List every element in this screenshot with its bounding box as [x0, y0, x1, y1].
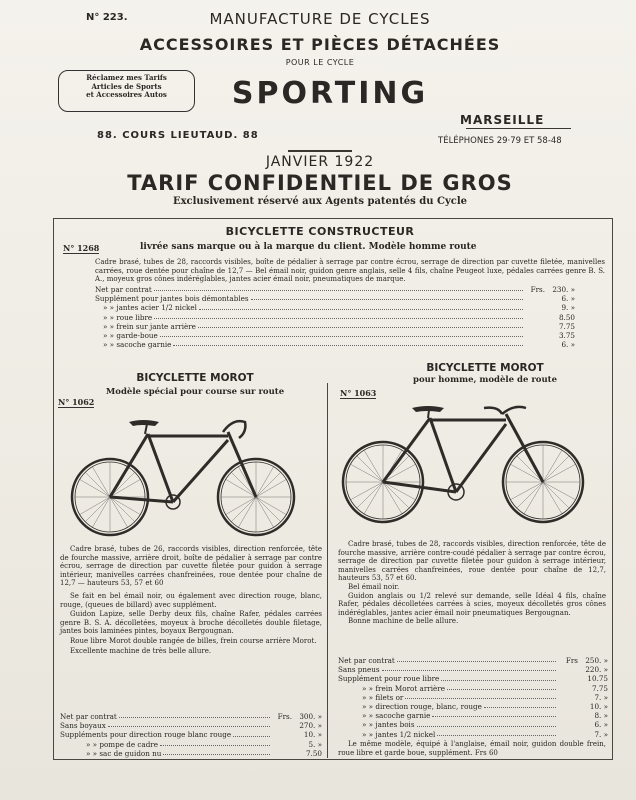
badge-line: Réclamez mes Tarifs [86, 73, 167, 82]
price-value: 10.75 [587, 674, 608, 684]
price-row [60, 749, 322, 758]
city-underline [466, 128, 571, 129]
currency-label: Frs. [277, 712, 292, 721]
road-bicycle-illustration [338, 400, 588, 530]
dot-leader [447, 684, 556, 690]
price-label: » » jantes acier 1/2 nickel [103, 303, 197, 313]
price-row [95, 331, 575, 340]
address: 88. COURS LIEUTAUD. 88 [97, 130, 259, 141]
price-value: 7.75 [558, 321, 575, 331]
morot-course-description [60, 545, 322, 655]
price-label: » » sacoche garnie [103, 340, 172, 350]
dot-leader [382, 665, 556, 671]
constructeur-price-list [95, 285, 575, 349]
dot-leader [417, 720, 556, 726]
price-row [60, 730, 322, 739]
price-row [95, 313, 575, 322]
tariff-subtitle: Exclusivement réservé aux Agents patentés du Cycle [172, 196, 468, 207]
badge-line: et Accessoires Autos [86, 90, 167, 100]
dot-leader [160, 331, 523, 337]
dot-leader [251, 294, 523, 300]
description-paragraph: Guidon Lapize, selle Derby deux fils, chaîne Rafer, pédales carrées genre B. S. A. décolletées, moyeux à broche décolletés double filetage, jantes bois laminées pintes, boyaux Bergougnan. [60, 610, 322, 636]
price-value: 6. » [561, 340, 575, 350]
dot-leader [432, 711, 556, 717]
dot-leader [163, 749, 270, 755]
constructeur-description: Cadre brasé, tubes de 28, raccords visibles, boîte de pédalier à serrage par contre écrou, serrage de direction par cuvette filetée, manivelles carrées, roue dentée pour chaîne de 12,7 — Bel émail noir, guidon genre anglais, selle 4 fils, chaîne Peugeot luxe, pédales carrées genre B. S. A., moyeux gros cônes indéréglables, jantes acier émail noir, pneumatiques de marque. [95, 258, 605, 284]
pour-le-cycle: POUR LE CYCLE [285, 58, 355, 67]
price-label: » » jantes 1/2 nickel [362, 729, 436, 739]
price-value: 8.50 [558, 312, 575, 322]
price-value: 5. » [308, 739, 322, 749]
dot-leader [154, 285, 523, 291]
price-value: 9. » [561, 303, 575, 313]
tariff-title: TARIF CONFIDENTIEL DE GROS [127, 171, 513, 195]
dot-leader [173, 340, 523, 346]
morot-course-number: N° 1062 [58, 397, 95, 407]
column-divider [327, 383, 328, 758]
price-value: 7.50 [305, 748, 322, 758]
price-row [338, 684, 608, 693]
price-label: » » sacoche garnie [362, 711, 431, 721]
price-value: 300. » [299, 712, 322, 721]
catalog-number: N° 223. [86, 12, 128, 23]
constructeur-heading: BICYCLETTE CONSTRUCTEUR [225, 225, 415, 238]
price-label: Net par contrat [338, 656, 395, 665]
currency-label: Frs [565, 656, 578, 665]
price-label: » » frein Morot arrière [362, 683, 445, 693]
description-paragraph: Bonne machine de belle allure. [348, 617, 459, 626]
morot-route-heading: BICYCLETTE MOROT [426, 362, 544, 374]
morot-route-number: N° 1063 [340, 388, 377, 398]
morot-course-heading: BICYCLETTE MOROT [136, 372, 254, 384]
morot-course-price-list [60, 712, 322, 758]
price-row [95, 340, 575, 349]
price-value: 10. » [303, 730, 322, 740]
accessories-heading: ACCESSOIRES ET PIÈCES DÉTACHÉES [139, 35, 501, 54]
price-row [338, 720, 608, 729]
price-label: Sans pneus [338, 665, 380, 675]
city-name: MARSEILLE [460, 113, 545, 127]
price-row [338, 711, 608, 720]
dot-leader [484, 702, 556, 708]
price-value: 7.75 [591, 683, 608, 693]
price-value: 6. » [561, 294, 575, 304]
morot-route-price-list [338, 656, 608, 739]
price-value: 220. » [585, 665, 608, 675]
brand-name: SPORTING [231, 76, 429, 111]
morot-route-footer: Le même modèle, équipé à l'anglaise, émail noir, guidon double frein, roue libre et garde boue, supplément. Frs 60 [338, 740, 606, 757]
description-paragraph: Excellente machine de très belle allure. [70, 646, 212, 655]
price-value: 7. » [594, 729, 608, 739]
dot-leader [199, 303, 523, 309]
price-row [95, 322, 575, 331]
price-label: » » pompe de cadre [86, 739, 158, 749]
racing-bicycle-illustration [63, 412, 303, 537]
price-label: » » roue libre [103, 312, 153, 322]
dot-leader [405, 693, 556, 699]
price-row [338, 674, 608, 683]
dot-leader [160, 740, 270, 746]
price-label: Net par contrat [95, 285, 152, 294]
price-label: Sans boyaux [60, 721, 106, 731]
price-value: 250. » [585, 656, 608, 665]
dot-leader [397, 656, 556, 662]
manufacture-heading: MANUFACTURE DE CYCLES [209, 10, 431, 28]
morot-course-subheading: Modèle spécial pour course sur route [105, 387, 285, 397]
dot-leader [198, 322, 523, 328]
price-label: » » jantes bois [362, 720, 415, 730]
phones: TÉLÉPHONES 29·79 ET 58-48 [438, 136, 562, 146]
request-badge [58, 70, 195, 112]
price-row [338, 693, 608, 702]
price-row [95, 294, 575, 303]
price-value: 270. » [299, 721, 322, 731]
price-value: 230. » [552, 285, 575, 294]
price-label: » » filets or [362, 692, 404, 702]
price-row [338, 730, 608, 739]
date-rule [288, 150, 352, 152]
price-value: 3.75 [558, 330, 575, 340]
constructeur-number: N° 1268 [63, 243, 100, 253]
price-label: » » sac de guidon nu [86, 748, 162, 758]
price-label: » » garde-boue [103, 330, 158, 340]
price-value: 7. » [594, 692, 608, 702]
price-label: Supplément pour jantes bois démontables [95, 294, 249, 304]
date: JANVIER 1922 [265, 154, 375, 170]
price-row [338, 665, 608, 674]
description-paragraph: Roue libre Morot double rangée de billes, frein course arrière Morot. [70, 636, 317, 645]
price-label: Supplément pour roue libre [338, 674, 440, 684]
price-value: 10. » [589, 701, 608, 711]
price-label: Suppléments pour direction rouge blanc rouge [60, 730, 232, 740]
dot-leader [233, 730, 270, 736]
dot-leader [108, 721, 270, 727]
morot-route-description [338, 540, 606, 626]
price-row [60, 721, 322, 730]
dot-leader [437, 730, 556, 736]
price-row [60, 740, 322, 749]
price-row [95, 303, 575, 312]
dot-leader [119, 712, 270, 718]
description-paragraph: Guidon anglais ou 1/2 relevé sur demande, selle Idéal 4 fils, chaîne Rafer, pédales décolletées carrées à scies, moyeux décolletés gros cônes indéréglables, jantes acier émail noir pneumatiques Bergougnan. [338, 591, 606, 617]
price-row [338, 656, 608, 665]
description-paragraph: Se fait en bel émail noir, ou également avec direction rouge, blanc, rouge, (queues de billard) avec supplément. [60, 591, 322, 609]
dot-leader [154, 313, 523, 319]
currency-label: Frs. [530, 285, 545, 294]
price-value: 6. » [594, 720, 608, 730]
morot-route-subheading: pour homme, modèle de route [413, 375, 557, 385]
price-row [338, 702, 608, 711]
price-label: » » frein sur jante arrière [103, 321, 196, 331]
price-value: 8. » [594, 711, 608, 721]
description-paragraph: Bel émail noir. [348, 582, 400, 591]
price-label: » » direction rouge, blanc, rouge [362, 701, 482, 711]
badge-line: Articles de Sports [91, 81, 162, 91]
price-label: Net par contrat [60, 712, 117, 721]
price-row [95, 285, 575, 294]
description-paragraph: Cadre brasé, tubes de 26, raccords visibles, direction renforcée, tête de fourche massive, arrière droit, boîte de pédalier à serrage par contre écrou, serrage de direction par cuvette filetée pour guidon à serrage intérieur, manivelles carrées chanfreinées, roue dentée pour chaîne de 12,7 — hauteurs 53, 57 et 60 [60, 545, 322, 588]
description-paragraph: Cadre brasé, tubes de 28, raccords visibles, direction renforcée, tête de fourche massive, arrière contre-coudé pédalier à serrage par contre écrou, serrage de direction par cuvette filetée pour guidon à serrage intérieur, manivelles carrées chanfreinées, roue dentée pour chaîne de 12,7, hauteurs 53, 57 et 60. [338, 540, 606, 583]
dot-leader [441, 674, 556, 680]
price-row [60, 712, 322, 721]
constructeur-subheading: livrée sans marque ou à la marque du client. Modèle homme route [140, 242, 477, 252]
